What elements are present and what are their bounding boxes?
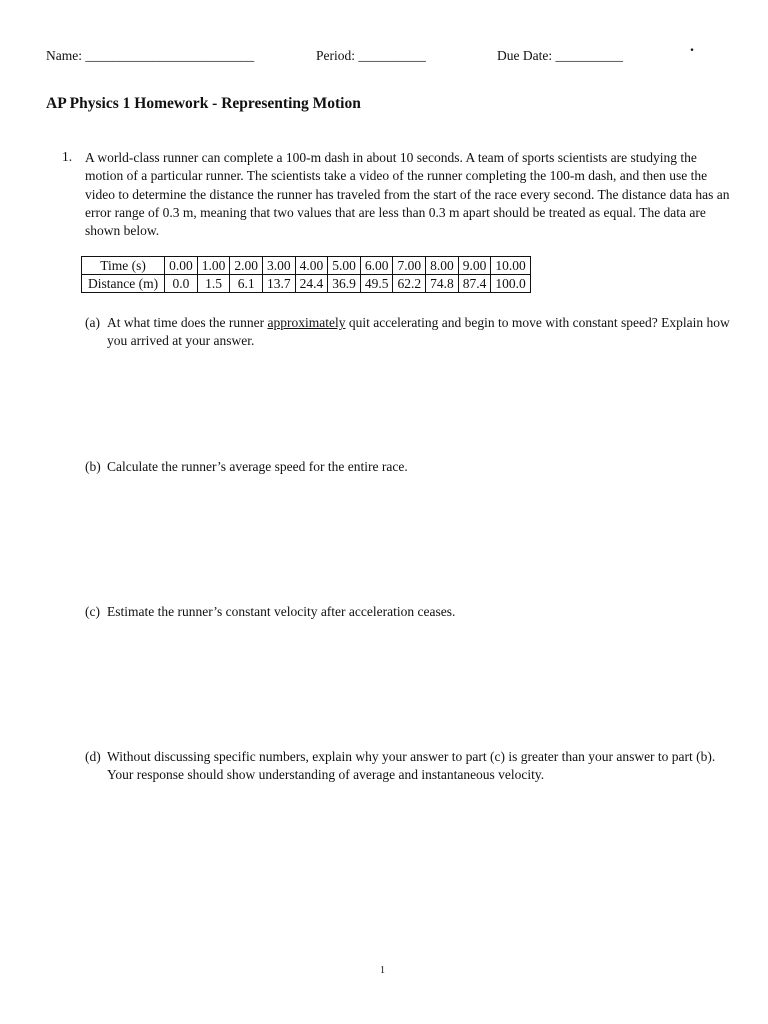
- question-number: 1.: [62, 149, 73, 164]
- part-d: [85, 748, 735, 785]
- time-cell: 2.00: [230, 257, 263, 275]
- distance-cell: 6.1: [230, 275, 263, 293]
- page-title: AP Physics 1 Homework - Representing Motion: [46, 95, 361, 112]
- part-b-text: Calculate the runner’s average speed for the entire race.: [107, 459, 408, 474]
- name-label: Name:: [46, 48, 82, 63]
- distance-cell: 49.5: [360, 275, 393, 293]
- due-date-field[interactable]: [497, 48, 623, 64]
- time-cell: 0.00: [165, 257, 198, 275]
- distance-cell: 87.4: [458, 275, 491, 293]
- part-b-label: (b): [85, 459, 101, 474]
- time-cell: 10.00: [491, 257, 530, 275]
- distance-cell: 74.8: [426, 275, 459, 293]
- time-row-header: Time (s): [82, 257, 165, 275]
- time-cell: 5.00: [328, 257, 361, 275]
- corner-mark: .: [690, 38, 694, 55]
- period-blank[interactable]: __________: [358, 48, 426, 63]
- distance-row-header: Distance (m): [82, 275, 165, 293]
- part-d-text: Without discussing specific numbers, explain why your answer to part (c) is greater than your answer to part (b). Your response should show understanding of average and instantaneous velocity.: [107, 749, 716, 783]
- distance-cell: 100.0: [491, 275, 530, 293]
- part-c-label: (c): [85, 604, 100, 619]
- part-b: [85, 458, 735, 476]
- part-a: [85, 314, 735, 351]
- part-a-text-pre: At what time does the runner: [107, 315, 268, 330]
- question-text: A world-class runner can complete a 100-m dash in about 10 seconds. A team of sports scientists are studying the motion of a particular runner. The scientists take a video of the runner completing the 100-m dash, and then use the video to determine the distance the runner has traveled from the start of the race every second. The distance data has an error range of 0.3 m, meaning that two values that are less than 0.3 m apart should be treated as equal. The data are shown below.: [85, 150, 730, 239]
- distance-cell: 24.4: [295, 275, 328, 293]
- time-cell: 1.00: [197, 257, 230, 275]
- distance-cell: 0.0: [165, 275, 198, 293]
- time-cell: 9.00: [458, 257, 491, 275]
- data-table: [81, 256, 531, 293]
- part-c: [85, 603, 735, 621]
- time-cell: 3.00: [262, 257, 295, 275]
- distance-row: [82, 275, 531, 293]
- part-a-text-post: quit accelerating and begin to move with constant speed? Explain how you arrived at your answer.: [107, 315, 730, 349]
- period-field[interactable]: [316, 48, 426, 64]
- due-date-blank[interactable]: __________: [555, 48, 623, 63]
- distance-cell: 1.5: [197, 275, 230, 293]
- distance-cell: 13.7: [262, 275, 295, 293]
- part-c-text: Estimate the runner’s constant velocity after acceleration ceases.: [107, 604, 456, 619]
- time-cell: 8.00: [426, 257, 459, 275]
- part-d-label: (d): [85, 749, 101, 764]
- part-a-text: [107, 314, 735, 351]
- name-blank[interactable]: _________________________: [85, 48, 255, 63]
- name-field[interactable]: [46, 48, 254, 64]
- time-cell: 4.00: [295, 257, 328, 275]
- period-label: Period:: [316, 48, 355, 63]
- time-cell: 7.00: [393, 257, 426, 275]
- part-a-label: (a): [85, 315, 100, 330]
- distance-cell: 36.9: [328, 275, 361, 293]
- distance-cell: 62.2: [393, 275, 426, 293]
- time-cell: 6.00: [360, 257, 393, 275]
- page-number: 1: [380, 965, 385, 976]
- part-a-underlined-word: approximately: [267, 315, 346, 330]
- time-row: [82, 257, 531, 275]
- due-date-label: Due Date:: [497, 48, 553, 63]
